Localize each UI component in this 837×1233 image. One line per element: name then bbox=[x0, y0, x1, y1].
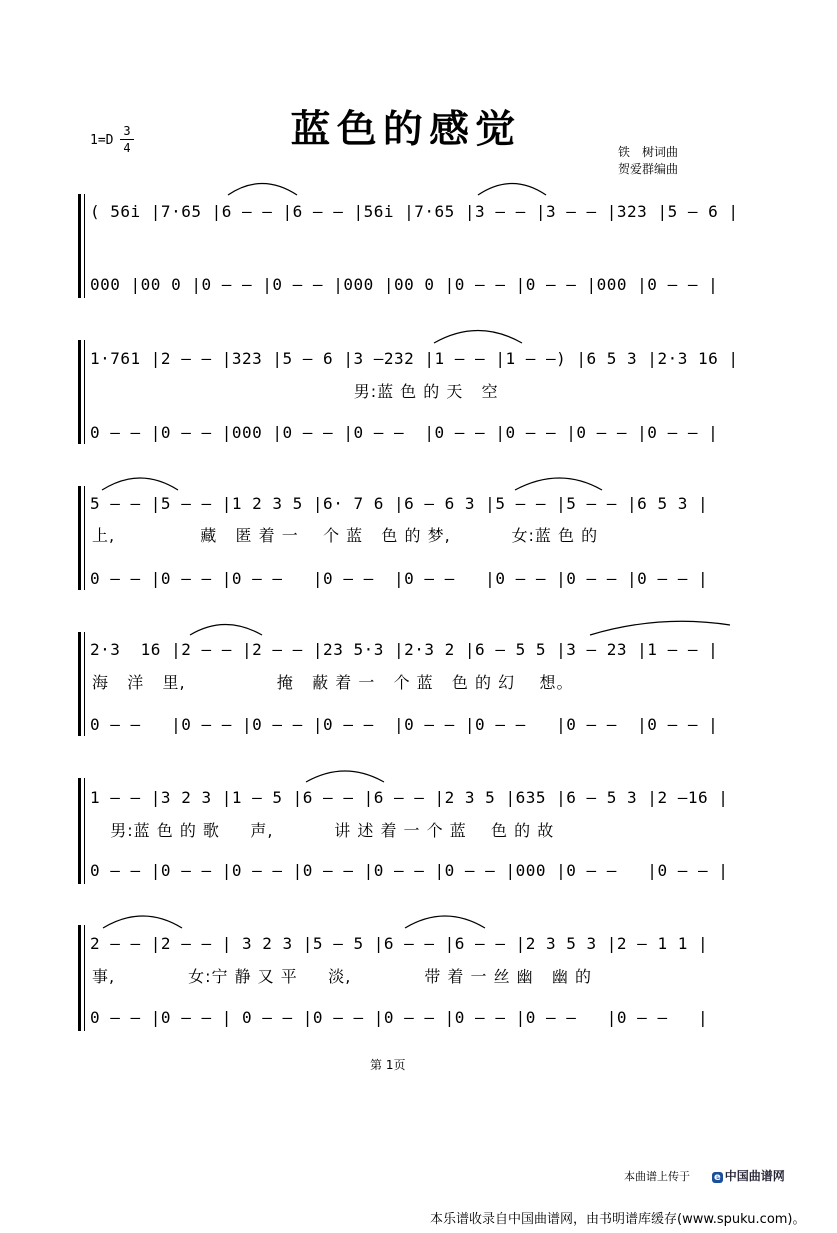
melody-line: 2 – – |2 – – | 3 2 3 |5 – 5 |6 – – |6 – – |2 3 5 3 |2 – 1 1 | bbox=[90, 934, 709, 953]
slur-arc bbox=[590, 621, 730, 635]
melody-line: ( 56i |7·65 |6 – – |6 – – |56i |7·65 |3 – – |3 – – |323 |5 – 6 | bbox=[90, 202, 739, 221]
bass-line: 0 – – |0 – – |0 – – |0 – – |0 – – |0 – – |0 – – |0 – – | bbox=[90, 715, 719, 734]
slur-arc bbox=[515, 478, 602, 490]
melody-line: 1·761 |2 – – |323 |5 – 6 |3 –232 |1 – – |1 – –) |6 5 3 |2·3 16 | bbox=[90, 349, 739, 368]
slur-arc bbox=[228, 184, 297, 196]
key-signature: 1=D bbox=[90, 133, 114, 148]
site-logo bbox=[712, 1167, 785, 1184]
bass-line: 0 – – |0 – – | 0 – – |0 – – |0 – – |0 – – |0 – – |0 – – | bbox=[90, 1008, 709, 1027]
slur-arc bbox=[434, 331, 522, 344]
slur-arc bbox=[306, 771, 384, 782]
lyrics-line: 海 洋 里, 掩 蔽 着 一 个 蓝 色 的 幻 想。 bbox=[92, 673, 574, 692]
lyrics-line: 男:蓝 色 的 歌 声, 讲 述 着 一 个 蓝 色 的 故 bbox=[92, 821, 555, 840]
lyrics-line: 上, 藏 匿 着 一 个 蓝 色 的 梦, 女:蓝 色 的 bbox=[92, 526, 599, 545]
logo-icon: e bbox=[714, 1172, 721, 1183]
bass-line: 000 |00 0 |0 – – |0 – – |000 |00 0 |0 – – |0 – – |000 |0 – – | bbox=[90, 275, 719, 294]
slur-arc bbox=[478, 184, 546, 196]
upload-note: 本曲谱上传于 bbox=[624, 1170, 690, 1183]
slur-arc bbox=[102, 478, 178, 490]
time-signature-top: 3 bbox=[123, 124, 131, 138]
bass-line: 0 – – |0 – – |000 |0 – – |0 – – |0 – – |0 – – |0 – – |0 – – | bbox=[90, 423, 719, 442]
page-title: 蓝色的感觉 bbox=[290, 106, 522, 151]
slur-arc bbox=[190, 625, 262, 636]
lyricist-composer-credit: 铁 树词曲 bbox=[618, 145, 679, 159]
melody-line: 2·3 16 |2 – – |2 – – |23 5·3 |2·3 2 |6 – 5 5 |3 – 23 |1 – – | bbox=[90, 640, 719, 659]
time-signature-bottom: 4 bbox=[123, 141, 131, 155]
footer-note: 本乐谱收录自中国曲谱网，由书明谱库缓存(www.spuku.com)。 bbox=[430, 1212, 806, 1227]
melody-line: 1 – – |3 2 3 |1 – 5 |6 – – |6 – – |2 3 5 |635 |6 – 5 3 |2 –16 | bbox=[90, 788, 729, 807]
bass-line: 0 – – |0 – – |0 – – |0 – – |0 – – |0 – – |0 – – |0 – – | bbox=[90, 569, 709, 588]
arranger-credit: 贺爱群编曲 bbox=[618, 162, 679, 176]
lyrics-line: 男:蓝 色 的 天 空 bbox=[92, 382, 499, 401]
lyrics-line: 事, 女:宁 静 又 平 淡, 带 着 一 丝 幽 幽 的 bbox=[92, 967, 593, 986]
logo-text: 中国曲谱网 bbox=[724, 1169, 785, 1183]
page-number: 第 1页 bbox=[370, 1058, 406, 1072]
melody-line: 5 – – |5 – – |1 2 3 5 |6· 7 6 |6 – 6 3 |5 – – |5 – – |6 5 3 | bbox=[90, 494, 709, 513]
slur-arc bbox=[405, 916, 485, 928]
bass-line: 0 – – |0 – – |0 – – |0 – – |0 – – |0 – – |000 |0 – – |0 – – | bbox=[90, 861, 729, 880]
slur-arc bbox=[103, 916, 182, 928]
